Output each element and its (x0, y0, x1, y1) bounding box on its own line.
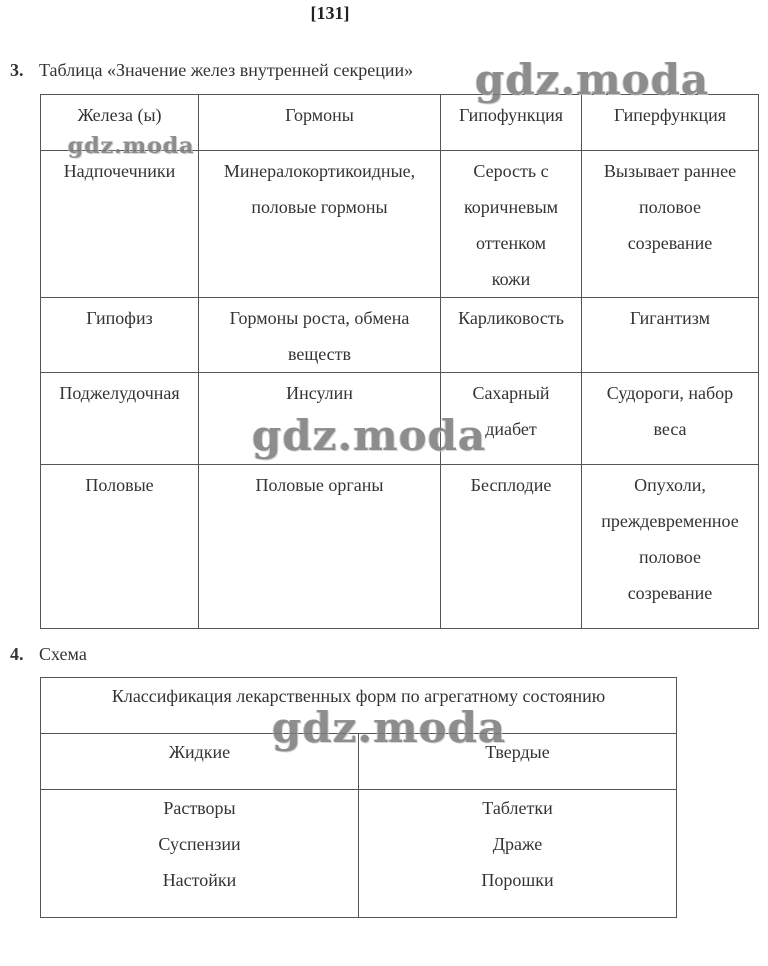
cell-text: Гормоны роста, обмена (229, 308, 410, 328)
solid-items (359, 790, 677, 918)
category-liquid: Жидкие (41, 734, 359, 790)
task4-header (10, 644, 87, 665)
cell-text: веществ (287, 344, 352, 364)
cell-text: половое (639, 197, 701, 217)
list-item: Настойки (162, 870, 237, 890)
cell-text: Половые органы (255, 475, 384, 495)
cell-text: созревание (627, 233, 713, 253)
column-header-hyperfunction: Гиперфункция (582, 95, 759, 151)
cell-text: Опухоли, (634, 475, 706, 495)
column-header-gland: Железа (ы) (41, 95, 199, 151)
glands-table (40, 94, 759, 629)
watermark: gdz.moda (272, 703, 507, 752)
cell-text: половые гормоны (251, 197, 388, 217)
cell-text: оттенком (476, 233, 546, 253)
cell-text: Поджелудочная (59, 383, 180, 403)
category-solid: Твердые (359, 734, 677, 790)
column-header-hormones: Гормоны (199, 95, 441, 151)
task3-header (10, 60, 413, 81)
cell-text: Половые (85, 475, 154, 495)
cell-gland (41, 373, 199, 465)
cell-text: Бесплодие (470, 475, 552, 495)
cell-text: Судороги, набор (606, 383, 734, 403)
cell-text: Минералокортикоидные, (223, 161, 416, 181)
cell-text: Надпочечники (63, 161, 176, 181)
scheme-title: Классификация лекарственных форм по агрегатному состоянию (41, 678, 677, 734)
cell-hyperfunction (582, 298, 759, 373)
cell-hormones (199, 151, 441, 298)
cell-hormones (199, 465, 441, 629)
cell-gland (41, 298, 199, 373)
task4-title: Схема (39, 644, 87, 664)
cell-hypofunction (441, 465, 582, 629)
cell-gland (41, 151, 199, 298)
list-item: Таблетки (482, 798, 553, 818)
task3-number: 3. (10, 60, 24, 80)
cell-hormones (199, 298, 441, 373)
scheme-items-row (41, 790, 677, 918)
watermark: gdz.moda (475, 55, 710, 104)
table-row (41, 465, 759, 629)
page-number: [131] (310, 3, 350, 23)
list-item: Драже (492, 834, 543, 854)
cell-text: Гипофиз (86, 308, 153, 328)
cell-text: Гигантизм (629, 308, 711, 328)
table-row (41, 151, 759, 298)
cell-hyperfunction (582, 151, 759, 298)
column-header-hypofunction: Гипофункция (441, 95, 582, 151)
cell-hyperfunction (582, 465, 759, 629)
list-item: Порошки (481, 870, 554, 890)
list-item: Растворы (163, 798, 236, 818)
cell-text: половое (639, 547, 701, 567)
cell-text: диабет (485, 419, 537, 439)
cell-text: Серость с (473, 161, 549, 181)
cell-hypofunction (441, 151, 582, 298)
cell-text: веса (653, 419, 687, 439)
cell-hypofunction (441, 298, 582, 373)
task4-number: 4. (10, 644, 24, 664)
cell-text: Сахарный (472, 383, 550, 403)
task3-title: Таблица «Значение желез внутренней секреции» (39, 60, 414, 80)
cell-text: кожи (491, 269, 531, 289)
cell-text: Карликовость (458, 308, 564, 328)
liquid-items (41, 790, 359, 918)
cell-text: коричневым (463, 197, 559, 217)
watermark: gdz.moda (252, 411, 487, 460)
cell-gland (41, 465, 199, 629)
watermark: gdz.moda (68, 133, 195, 159)
cell-text: преждевременное (601, 511, 739, 531)
cell-text: Инсулин (286, 383, 353, 403)
cell-hyperfunction (582, 373, 759, 465)
list-item: Суспензии (158, 834, 241, 854)
cell-text: Вызывает раннее (603, 161, 737, 181)
cell-text: созревание (627, 583, 713, 603)
table-row (41, 298, 759, 373)
